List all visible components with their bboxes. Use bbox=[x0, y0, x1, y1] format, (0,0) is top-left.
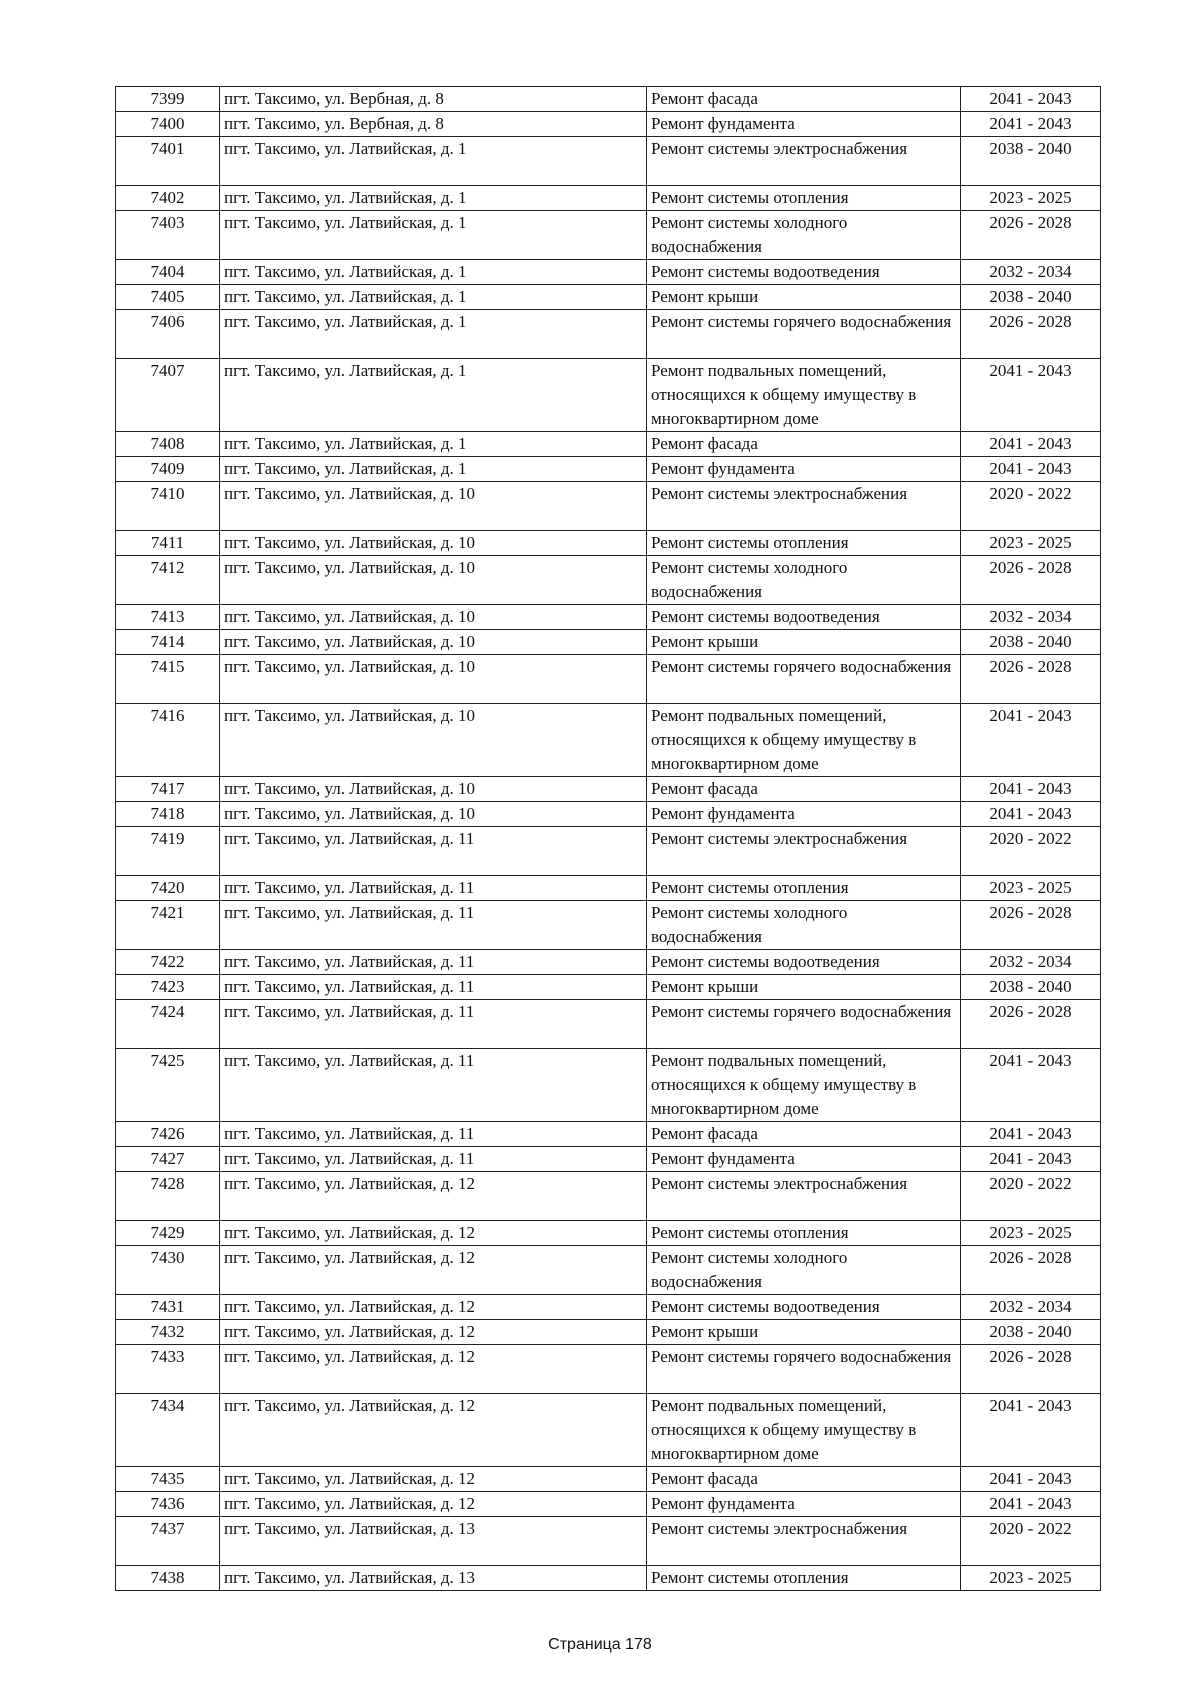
period-cell: 2041 - 2043 bbox=[961, 1122, 1101, 1147]
row-number-cell: 7404 bbox=[116, 260, 220, 285]
period-cell: 2032 - 2034 bbox=[961, 260, 1101, 285]
address-cell: пгт. Таксимо, ул. Латвийская, д. 11 bbox=[220, 975, 647, 1000]
period-cell: 2041 - 2043 bbox=[961, 1467, 1101, 1492]
table-row bbox=[116, 112, 1101, 137]
work-type-cell: Ремонт системы холодного водоснабжения bbox=[647, 556, 961, 605]
table-row bbox=[116, 1246, 1101, 1295]
table-row bbox=[116, 285, 1101, 310]
table-row bbox=[116, 704, 1101, 777]
work-type-cell: Ремонт фундамента bbox=[647, 802, 961, 827]
address-cell: пгт. Таксимо, ул. Латвийская, д. 12 bbox=[220, 1394, 647, 1467]
address-cell: пгт. Таксимо, ул. Латвийская, д. 10 bbox=[220, 556, 647, 605]
table-row bbox=[116, 211, 1101, 260]
row-number-cell: 7400 bbox=[116, 112, 220, 137]
row-number-cell: 7419 bbox=[116, 827, 220, 876]
row-number-cell: 7434 bbox=[116, 1394, 220, 1467]
table-row bbox=[116, 777, 1101, 802]
period-cell: 2020 - 2022 bbox=[961, 1517, 1101, 1566]
address-cell: пгт. Таксимо, ул. Латвийская, д. 12 bbox=[220, 1345, 647, 1394]
table-row bbox=[116, 802, 1101, 827]
period-cell: 2026 - 2028 bbox=[961, 1000, 1101, 1049]
work-type-cell: Ремонт фасада bbox=[647, 1467, 961, 1492]
address-cell: пгт. Таксимо, ул. Латвийская, д. 11 bbox=[220, 1122, 647, 1147]
period-cell: 2041 - 2043 bbox=[961, 359, 1101, 432]
table-row bbox=[116, 482, 1101, 531]
table-row bbox=[116, 605, 1101, 630]
address-cell: пгт. Таксимо, ул. Латвийская, д. 12 bbox=[220, 1320, 647, 1345]
row-number-cell: 7435 bbox=[116, 1467, 220, 1492]
row-number-cell: 7416 bbox=[116, 704, 220, 777]
row-number-cell: 7403 bbox=[116, 211, 220, 260]
period-cell: 2041 - 2043 bbox=[961, 87, 1101, 112]
period-cell: 2038 - 2040 bbox=[961, 975, 1101, 1000]
address-cell: пгт. Таксимо, ул. Латвийская, д. 12 bbox=[220, 1492, 647, 1517]
period-cell: 2020 - 2022 bbox=[961, 827, 1101, 876]
work-type-cell: Ремонт системы отопления bbox=[647, 186, 961, 211]
table-row bbox=[116, 1049, 1101, 1122]
address-cell: пгт. Таксимо, ул. Латвийская, д. 10 bbox=[220, 630, 647, 655]
row-number-cell: 7418 bbox=[116, 802, 220, 827]
work-type-cell: Ремонт фундамента bbox=[647, 457, 961, 482]
work-type-cell: Ремонт системы отопления bbox=[647, 1566, 961, 1591]
address-cell: пгт. Таксимо, ул. Латвийская, д. 11 bbox=[220, 1049, 647, 1122]
period-cell: 2038 - 2040 bbox=[961, 630, 1101, 655]
work-type-cell: Ремонт системы горячего водоснабжения bbox=[647, 310, 961, 359]
row-number-cell: 7408 bbox=[116, 432, 220, 457]
work-type-cell: Ремонт фундамента bbox=[647, 1147, 961, 1172]
row-number-cell: 7412 bbox=[116, 556, 220, 605]
row-number-cell: 7399 bbox=[116, 87, 220, 112]
address-cell: пгт. Таксимо, ул. Латвийская, д. 12 bbox=[220, 1246, 647, 1295]
work-type-cell: Ремонт фасада bbox=[647, 1122, 961, 1147]
period-cell: 2041 - 2043 bbox=[961, 112, 1101, 137]
table-row bbox=[116, 186, 1101, 211]
table-row bbox=[116, 457, 1101, 482]
address-cell: пгт. Таксимо, ул. Латвийская, д. 13 bbox=[220, 1517, 647, 1566]
work-type-cell: Ремонт подвальных помещений, относящихся к общему имуществу в многоквартирном доме bbox=[647, 1394, 961, 1467]
row-number-cell: 7417 bbox=[116, 777, 220, 802]
address-cell: пгт. Таксимо, ул. Латвийская, д. 10 bbox=[220, 777, 647, 802]
table-row bbox=[116, 655, 1101, 704]
work-type-cell: Ремонт системы холодного водоснабжения bbox=[647, 1246, 961, 1295]
table-row bbox=[116, 432, 1101, 457]
address-cell: пгт. Таксимо, ул. Латвийская, д. 1 bbox=[220, 137, 647, 186]
address-cell: пгт. Таксимо, ул. Латвийская, д. 1 bbox=[220, 186, 647, 211]
address-cell: пгт. Таксимо, ул. Латвийская, д. 11 bbox=[220, 950, 647, 975]
work-type-cell: Ремонт системы водоотведения bbox=[647, 950, 961, 975]
address-cell: пгт. Таксимо, ул. Латвийская, д. 10 bbox=[220, 802, 647, 827]
work-type-cell: Ремонт системы отопления bbox=[647, 531, 961, 556]
address-cell: пгт. Таксимо, ул. Латвийская, д. 13 bbox=[220, 1566, 647, 1591]
address-cell: пгт. Таксимо, ул. Латвийская, д. 1 bbox=[220, 359, 647, 432]
period-cell: 2041 - 2043 bbox=[961, 1049, 1101, 1122]
period-cell: 2023 - 2025 bbox=[961, 1566, 1101, 1591]
work-type-cell: Ремонт фасада bbox=[647, 87, 961, 112]
work-type-cell: Ремонт крыши bbox=[647, 975, 961, 1000]
table-row bbox=[116, 1566, 1101, 1591]
row-number-cell: 7433 bbox=[116, 1345, 220, 1394]
work-type-cell: Ремонт системы электроснабжения bbox=[647, 482, 961, 531]
row-number-cell: 7425 bbox=[116, 1049, 220, 1122]
row-number-cell: 7431 bbox=[116, 1295, 220, 1320]
period-cell: 2032 - 2034 bbox=[961, 605, 1101, 630]
period-cell: 2026 - 2028 bbox=[961, 1345, 1101, 1394]
period-cell: 2041 - 2043 bbox=[961, 1147, 1101, 1172]
row-number-cell: 7414 bbox=[116, 630, 220, 655]
work-type-cell: Ремонт подвальных помещений, относящихся к общему имуществу в многоквартирном доме bbox=[647, 704, 961, 777]
address-cell: пгт. Таксимо, ул. Латвийская, д. 11 bbox=[220, 1000, 647, 1049]
work-type-cell: Ремонт системы электроснабжения bbox=[647, 137, 961, 186]
table-row bbox=[116, 1517, 1101, 1566]
table-row bbox=[116, 310, 1101, 359]
address-cell: пгт. Таксимо, ул. Латвийская, д. 12 bbox=[220, 1221, 647, 1246]
period-cell: 2023 - 2025 bbox=[961, 186, 1101, 211]
table-row bbox=[116, 1295, 1101, 1320]
row-number-cell: 7426 bbox=[116, 1122, 220, 1147]
repair-schedule-table bbox=[115, 86, 1101, 1591]
table-row bbox=[116, 975, 1101, 1000]
work-type-cell: Ремонт системы электроснабжения bbox=[647, 827, 961, 876]
table-row bbox=[116, 137, 1101, 186]
page-number: Страница 178 bbox=[548, 1636, 652, 1653]
table-row bbox=[116, 827, 1101, 876]
work-type-cell: Ремонт системы водоотведения bbox=[647, 605, 961, 630]
address-cell: пгт. Таксимо, ул. Латвийская, д. 1 bbox=[220, 260, 647, 285]
period-cell: 2026 - 2028 bbox=[961, 211, 1101, 260]
period-cell: 2038 - 2040 bbox=[961, 285, 1101, 310]
work-type-cell: Ремонт крыши bbox=[647, 285, 961, 310]
period-cell: 2023 - 2025 bbox=[961, 1221, 1101, 1246]
address-cell: пгт. Таксимо, ул. Латвийская, д. 12 bbox=[220, 1467, 647, 1492]
address-cell: пгт. Таксимо, ул. Латвийская, д. 11 bbox=[220, 1147, 647, 1172]
table-body bbox=[116, 87, 1101, 1591]
work-type-cell: Ремонт системы водоотведения bbox=[647, 1295, 961, 1320]
work-type-cell: Ремонт фундамента bbox=[647, 112, 961, 137]
table-row bbox=[116, 876, 1101, 901]
address-cell: пгт. Таксимо, ул. Латвийская, д. 10 bbox=[220, 704, 647, 777]
table-row bbox=[116, 260, 1101, 285]
work-type-cell: Ремонт системы горячего водоснабжения bbox=[647, 1345, 961, 1394]
row-number-cell: 7429 bbox=[116, 1221, 220, 1246]
address-cell: пгт. Таксимо, ул. Латвийская, д. 10 bbox=[220, 531, 647, 556]
period-cell: 2020 - 2022 bbox=[961, 1172, 1101, 1221]
row-number-cell: 7415 bbox=[116, 655, 220, 704]
table-row bbox=[116, 359, 1101, 432]
work-type-cell: Ремонт фасада bbox=[647, 432, 961, 457]
table-row bbox=[116, 1467, 1101, 1492]
address-cell: пгт. Таксимо, ул. Латвийская, д. 1 bbox=[220, 285, 647, 310]
work-type-cell: Ремонт системы горячего водоснабжения bbox=[647, 655, 961, 704]
period-cell: 2026 - 2028 bbox=[961, 310, 1101, 359]
table-row bbox=[116, 1345, 1101, 1394]
row-number-cell: 7420 bbox=[116, 876, 220, 901]
work-type-cell: Ремонт системы водоотведения bbox=[647, 260, 961, 285]
table-row bbox=[116, 87, 1101, 112]
row-number-cell: 7407 bbox=[116, 359, 220, 432]
work-type-cell: Ремонт системы холодного водоснабжения bbox=[647, 901, 961, 950]
address-cell: пгт. Таксимо, ул. Латвийская, д. 12 bbox=[220, 1172, 647, 1221]
address-cell: пгт. Таксимо, ул. Латвийская, д. 11 bbox=[220, 876, 647, 901]
work-type-cell: Ремонт фасада bbox=[647, 777, 961, 802]
work-type-cell: Ремонт системы электроснабжения bbox=[647, 1172, 961, 1221]
period-cell: 2032 - 2034 bbox=[961, 950, 1101, 975]
work-type-cell: Ремонт системы отопления bbox=[647, 876, 961, 901]
row-number-cell: 7402 bbox=[116, 186, 220, 211]
row-number-cell: 7421 bbox=[116, 901, 220, 950]
work-type-cell: Ремонт системы холодного водоснабжения bbox=[647, 211, 961, 260]
table-row bbox=[116, 1000, 1101, 1049]
table-row bbox=[116, 1122, 1101, 1147]
row-number-cell: 7401 bbox=[116, 137, 220, 186]
period-cell: 2026 - 2028 bbox=[961, 556, 1101, 605]
table-row bbox=[116, 901, 1101, 950]
row-number-cell: 7413 bbox=[116, 605, 220, 630]
table-row bbox=[116, 531, 1101, 556]
period-cell: 2041 - 2043 bbox=[961, 777, 1101, 802]
row-number-cell: 7405 bbox=[116, 285, 220, 310]
period-cell: 2041 - 2043 bbox=[961, 1394, 1101, 1467]
period-cell: 2041 - 2043 bbox=[961, 1492, 1101, 1517]
row-number-cell: 7427 bbox=[116, 1147, 220, 1172]
period-cell: 2026 - 2028 bbox=[961, 655, 1101, 704]
address-cell: пгт. Таксимо, ул. Латвийская, д. 10 bbox=[220, 655, 647, 704]
address-cell: пгт. Таксимо, ул. Вербная, д. 8 bbox=[220, 112, 647, 137]
table-row bbox=[116, 1172, 1101, 1221]
row-number-cell: 7436 bbox=[116, 1492, 220, 1517]
work-type-cell: Ремонт подвальных помещений, относящихся к общему имуществу в многоквартирном доме bbox=[647, 359, 961, 432]
table-row bbox=[116, 1320, 1101, 1345]
address-cell: пгт. Таксимо, ул. Латвийская, д. 11 bbox=[220, 827, 647, 876]
address-cell: пгт. Таксимо, ул. Латвийская, д. 12 bbox=[220, 1295, 647, 1320]
row-number-cell: 7428 bbox=[116, 1172, 220, 1221]
address-cell: пгт. Таксимо, ул. Латвийская, д. 10 bbox=[220, 605, 647, 630]
address-cell: пгт. Таксимо, ул. Латвийская, д. 1 bbox=[220, 432, 647, 457]
period-cell: 2020 - 2022 bbox=[961, 482, 1101, 531]
row-number-cell: 7410 bbox=[116, 482, 220, 531]
address-cell: пгт. Таксимо, ул. Латвийская, д. 1 bbox=[220, 211, 647, 260]
table-row bbox=[116, 950, 1101, 975]
table-row bbox=[116, 1221, 1101, 1246]
row-number-cell: 7430 bbox=[116, 1246, 220, 1295]
table-row bbox=[116, 1492, 1101, 1517]
period-cell: 2023 - 2025 bbox=[961, 531, 1101, 556]
period-cell: 2026 - 2028 bbox=[961, 1246, 1101, 1295]
table-row bbox=[116, 556, 1101, 605]
work-type-cell: Ремонт фундамента bbox=[647, 1492, 961, 1517]
row-number-cell: 7423 bbox=[116, 975, 220, 1000]
work-type-cell: Ремонт системы электроснабжения bbox=[647, 1517, 961, 1566]
row-number-cell: 7422 bbox=[116, 950, 220, 975]
row-number-cell: 7411 bbox=[116, 531, 220, 556]
table-row bbox=[116, 1147, 1101, 1172]
row-number-cell: 7438 bbox=[116, 1566, 220, 1591]
table-row bbox=[116, 630, 1101, 655]
row-number-cell: 7432 bbox=[116, 1320, 220, 1345]
row-number-cell: 7437 bbox=[116, 1517, 220, 1566]
period-cell: 2038 - 2040 bbox=[961, 1320, 1101, 1345]
work-type-cell: Ремонт системы горячего водоснабжения bbox=[647, 1000, 961, 1049]
period-cell: 2026 - 2028 bbox=[961, 901, 1101, 950]
address-cell: пгт. Таксимо, ул. Латвийская, д. 1 bbox=[220, 310, 647, 359]
table-row bbox=[116, 1394, 1101, 1467]
period-cell: 2041 - 2043 bbox=[961, 802, 1101, 827]
row-number-cell: 7406 bbox=[116, 310, 220, 359]
period-cell: 2041 - 2043 bbox=[961, 432, 1101, 457]
period-cell: 2032 - 2034 bbox=[961, 1295, 1101, 1320]
address-cell: пгт. Таксимо, ул. Латвийская, д. 11 bbox=[220, 901, 647, 950]
row-number-cell: 7424 bbox=[116, 1000, 220, 1049]
work-type-cell: Ремонт крыши bbox=[647, 630, 961, 655]
period-cell: 2041 - 2043 bbox=[961, 457, 1101, 482]
address-cell: пгт. Таксимо, ул. Вербная, д. 8 bbox=[220, 87, 647, 112]
work-type-cell: Ремонт подвальных помещений, относящихся к общему имуществу в многоквартирном доме bbox=[647, 1049, 961, 1122]
work-type-cell: Ремонт крыши bbox=[647, 1320, 961, 1345]
period-cell: 2041 - 2043 bbox=[961, 704, 1101, 777]
address-cell: пгт. Таксимо, ул. Латвийская, д. 10 bbox=[220, 482, 647, 531]
address-cell: пгт. Таксимо, ул. Латвийская, д. 1 bbox=[220, 457, 647, 482]
row-number-cell: 7409 bbox=[116, 457, 220, 482]
period-cell: 2023 - 2025 bbox=[961, 876, 1101, 901]
work-type-cell: Ремонт системы отопления bbox=[647, 1221, 961, 1246]
period-cell: 2038 - 2040 bbox=[961, 137, 1101, 186]
